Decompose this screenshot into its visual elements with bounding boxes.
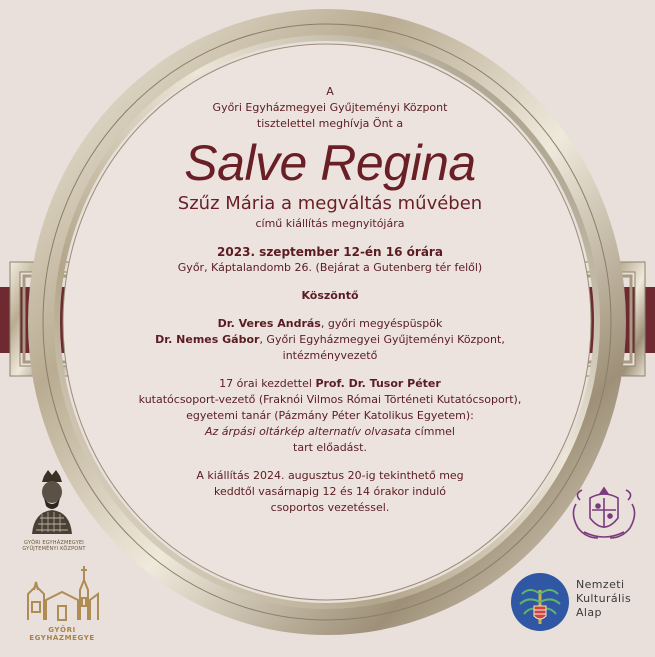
exhibition-title: Salve Regina bbox=[184, 135, 476, 191]
lecture-line-1 bbox=[130, 376, 530, 392]
lecture-line-3: egyetemi tanár (Pázmány Péter Katolikus Egyetem): bbox=[186, 409, 474, 422]
speaker-2 bbox=[130, 332, 530, 348]
visit-line-1: A kiállítás 2024. augusztus 20-ig tekinthető meg bbox=[196, 469, 464, 482]
lecture-line-2: kutatócsoport-vezető (Fraknói Vilmos Római Történeti Kutatócsoport), bbox=[138, 393, 522, 406]
gye-logo bbox=[20, 560, 104, 642]
lecture-pre: 17 órai kezdettel bbox=[219, 377, 316, 390]
nka-logo bbox=[510, 572, 570, 632]
host-name: Győri Egyházmegyei Gyűjteményi Központ bbox=[212, 101, 448, 114]
church-icon bbox=[20, 560, 104, 622]
nka-line-2: Kulturális bbox=[576, 592, 632, 605]
gyuk-line-1: GYŐRI EGYHÁZMEGYEI bbox=[24, 540, 84, 546]
speaker-1-name: Dr. Veres András bbox=[217, 317, 321, 330]
greeting-heading: Köszöntő bbox=[301, 289, 359, 302]
exhibition-line: című kiállítás megnyitójára bbox=[255, 217, 405, 230]
visit-line-2: keddtől vasárnapig 12 és 14 órakor induló bbox=[213, 485, 447, 498]
bust-icon bbox=[18, 470, 90, 536]
event-address: Győr, Káptalandomb 26. (Bejárat a Gutenberg tér felől) bbox=[177, 261, 483, 274]
lecture-line-5: tart előadást. bbox=[293, 441, 367, 454]
coat-of-arms-icon bbox=[568, 484, 640, 544]
coat-of-arms-logo bbox=[568, 484, 640, 544]
nka-line-3: Alap bbox=[576, 606, 602, 619]
nka-line-1: Nemzeti bbox=[576, 578, 625, 591]
invitation-text bbox=[130, 84, 530, 516]
speaker-1 bbox=[130, 316, 530, 332]
event-date: 2023. szeptember 12-én 16 órára bbox=[217, 245, 443, 259]
speaker-1-role: , győri megyéspüspök bbox=[320, 317, 443, 330]
invite-line: tisztelettel meghívja Önt a bbox=[256, 117, 404, 130]
gyuk-line-2: GYŰJTEMÉNYI KÖZPONT bbox=[22, 546, 86, 552]
lecture-title-suffix: címmel bbox=[411, 425, 455, 438]
visit-line-3: csoportos vezetéssel. bbox=[270, 501, 390, 514]
lecture-line-4 bbox=[130, 424, 530, 440]
speaker-2-name: Dr. Nemes Gábor bbox=[155, 333, 260, 346]
nka-label bbox=[576, 578, 631, 620]
nka-tree-icon bbox=[510, 572, 570, 632]
gye-label: GYŐRI EGYHÁZMEGYE bbox=[29, 626, 95, 642]
lecture-title: Az árpási oltárkép alternatív olvasata bbox=[205, 425, 412, 438]
exhibition-subtitle: Szűz Mária a megváltás művében bbox=[177, 193, 483, 214]
speaker-2-role: , Győri Egyházmegyei Gyűjteményi Központ, bbox=[259, 333, 505, 346]
intro-a: A bbox=[326, 85, 334, 98]
gyuk-logo bbox=[18, 470, 90, 552]
speaker-2-role-2: intézményvezető bbox=[282, 349, 378, 362]
lecturer-name: Prof. Dr. Tusor Péter bbox=[315, 377, 441, 390]
